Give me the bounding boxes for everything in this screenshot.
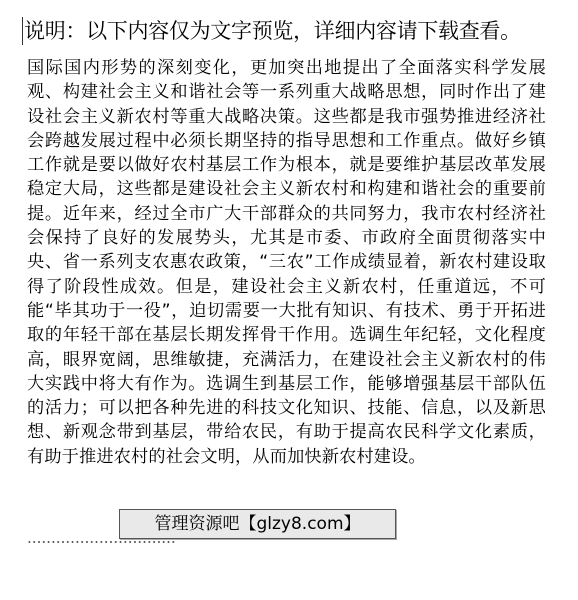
preview-notice: 说明：以下内容仅为文字预览，详细内容请下载查看。: [24, 19, 521, 43]
text-cursor: [22, 17, 23, 45]
body-paragraph: 国际国内形势的深刻变化，更加突出地提出了全面落实科学发展观、构建社会主义和谐社会等一系列重大战略思想，同时作出了建设社会主义新农村等重大战略决策。这些都是我市强势推进经济社会跨越发展过程中必须长期坚持的指导思想和工作重点。做好乡镇工作就是要以做好农村基层工作为根本，就是要维护基层改革发展稳定大局，这些都是建设社会主义新农村和构建和谐社会的重要前提。近年来，经过全市广大干部群众的共同努力，我市农村经济社会保持了良好的发展势头，尤其是市委、市政府全面贯彻落实中央、省一系列支农惠农政策，“三农”工作成绩显着，新农村建设取得了阶段性成效。但是，建设社会主义新农村，任重道远，不可能“毕其功于一役”，迫切需要一大批有知识、有技术、勇于开拓进取的年轻干部在基层长期发挥骨干作用。选调生年纪轻，文化程度高，眼界宽阔，思维敏捷，充满活力，在建设社会主义新农村的伟大实践中将大有作为。选调生到基层工作，能够增强基层干部队伍的活力；可以把各种先进的科技文化知识、技能、信息，以及新思想、新观念带到基层，带给农民，有助于提高农民科学文化素质，有助于推进农村的社会文明，从而加快新农村建设。: [27, 58, 546, 467]
site-link-button[interactable]: 管理资源吧【glzy8.com】: [119, 509, 396, 539]
dotted-separator: [27, 540, 177, 544]
preview-notice-bar: [22, 14, 578, 48]
